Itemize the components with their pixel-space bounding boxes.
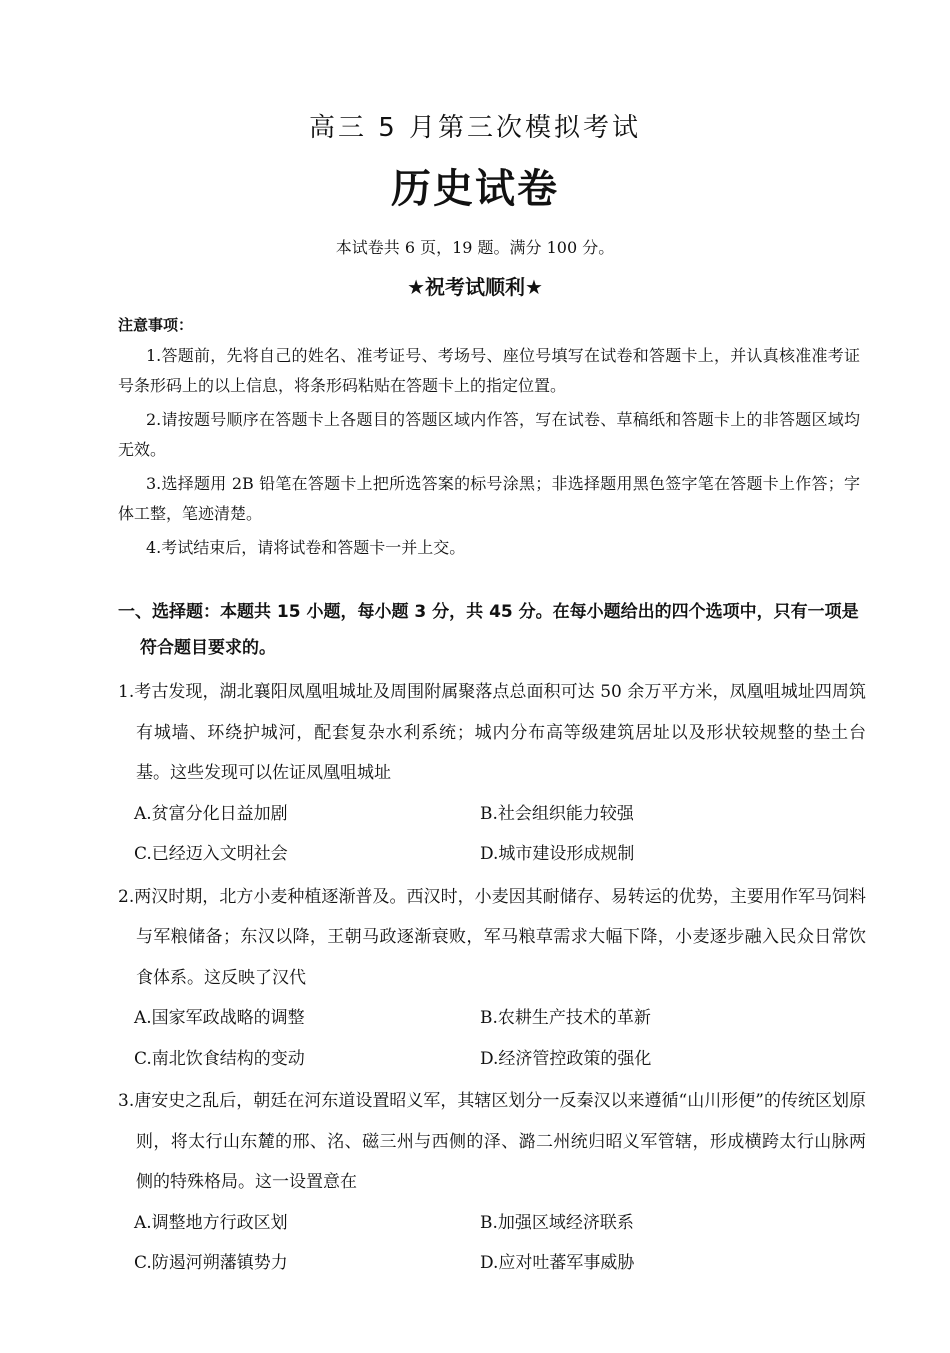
option-grid: [118, 1203, 866, 1284]
question-3: [118, 1081, 866, 1284]
exam-info: 本试卷共 6 页，19 题。满分 100 分。: [335, 238, 615, 257]
option-b: B.农耕生产技术的革新: [480, 1008, 651, 1028]
option-b: B.加强区域经济联系: [480, 1212, 634, 1233]
exam-title: 历史试卷: [391, 166, 559, 212]
notice-item: 3.选择题用 2B 铅笔在答题卡上把所选答案的标号涂黑；非选择题用黑色签字笔在答题卡上作答；字体工整，笔迹清楚。: [118, 474, 860, 523]
option-d: D.经济管控政策的强化: [480, 1048, 652, 1069]
notice-item: 4.考试结束后，请将试卷和答题卡一并上交。: [146, 538, 466, 557]
blessing-line: ★祝考试顺利★: [407, 275, 543, 299]
option-c: C.防遏河朔藩镇势力: [134, 1253, 288, 1273]
option-c: C.南北饮食结构的变动: [134, 1048, 305, 1069]
notice-heading: 注意事项：: [118, 316, 194, 334]
question-list: [118, 672, 866, 1286]
question-1: [118, 672, 866, 875]
option-c: C.已经迈入文明社会: [134, 844, 288, 864]
question-stem: 3.唐安史之乱后，朝廷在河东道设置昭义军，其辖区划分一反秦汉以来遵循“山川形便”的传统区划原则，将太行山东麓的邢、洺、磁三州与西侧的泽、潞二州统归昭义军管辖，形成横跨太行山脉两侧的特殊格局。这一设置意在: [118, 1091, 866, 1192]
question-2: [118, 877, 866, 1080]
exam-subtitle: 高三 5 月第三次模拟考试: [308, 113, 642, 143]
option-d: D.应对吐蕃军事威胁: [480, 1253, 635, 1273]
option-a: A.国家军政战略的调整: [134, 1008, 305, 1028]
section-heading: 一、选择题：本题共 15 小题，每小题 3 分，共 45 分。在每小题给出的四个选项中，只有一项是符合题目要求的。: [118, 602, 859, 658]
option-a: A.贫富分化日益加剧: [134, 803, 288, 824]
option-d: D.城市建设形成规制: [480, 844, 635, 864]
option-grid: [118, 998, 866, 1079]
question-stem: 2.两汉时期，北方小麦种植逐渐普及。西汉时，小麦因其耐储存、易转运的优势，主要用作军马饲料与军粮储备；东汉以降，王朝马政逐渐衰败，军马粮草需求大幅下降，小麦逐步融入民众日常饮食体系。这反映了汉代: [118, 886, 866, 988]
option-b: B.社会组织能力较强: [480, 803, 634, 824]
notice-item: 2.请按题号顺序在答题卡上各题目的答题区域内作答，写在试卷、草稿纸和答题卡上的非答题区域均无效。: [118, 410, 860, 459]
notice-item: 1.答题前，先将自己的姓名、准考证号、考场号、座位号填写在试卷和答题卡上，并认真核准准考证号条形码上的以上信息，将条形码粘贴在答题卡上的指定位置。: [118, 346, 860, 395]
question-stem: 1.考古发现，湖北襄阳凤凰咀城址及周围附属聚落点总面积可达 50 余万平方米，凤凰咀城址四周筑有城墙、环绕护城河，配套复杂水利系统；城内分布高等级建筑居址以及形状较规整的垫土台基。这些发现可以佐证凤凰咀城址: [118, 682, 866, 783]
option-grid: [118, 794, 866, 875]
option-a: A.调整地方行政区划: [134, 1212, 288, 1233]
notice-list: [118, 341, 860, 567]
